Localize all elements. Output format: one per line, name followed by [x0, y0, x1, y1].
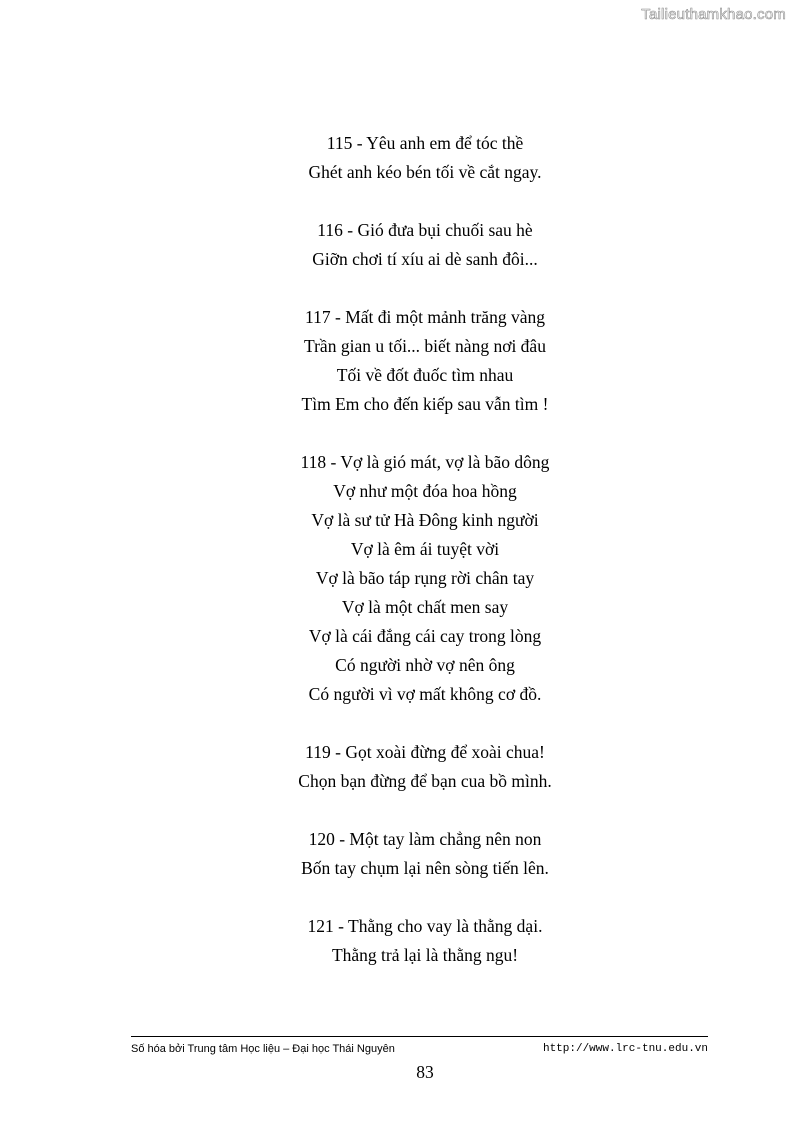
poem-line: Vợ là bão táp rụng rời chân tay	[315, 568, 535, 588]
poem-line: Có người vì vợ mất không cơ đồ.	[308, 684, 542, 704]
poem-line: 120 - Một tay làm chẳng nên non	[308, 829, 542, 849]
footer-url-link[interactable]: http://www.lrc-tnu.edu.vn	[542, 1043, 708, 1055]
poem-line: Tìm Em cho đến kiếp sau vẫn tìm !	[301, 394, 549, 414]
poem-line: 119 - Gọt xoài đừng để xoài chua!	[305, 742, 545, 762]
poem-line: 118 - Vợ là gió mát, vợ là bão dông	[300, 452, 550, 472]
poem-line: 116 - Gió đưa bụi chuối sau hè	[317, 220, 533, 240]
poem-line: Giỡn chơi tí xíu ai dè sanh đôi...	[312, 249, 538, 269]
poem-line: Có người nhờ vợ nên ông	[335, 655, 515, 675]
footer-divider	[131, 1036, 708, 1037]
page-number: 83	[416, 1062, 434, 1082]
poem-line: Chọn bạn đừng để bạn cua bồ mình.	[298, 771, 552, 791]
stanza-116	[0, 216, 794, 274]
poem-line: Vợ là một chất men say	[341, 597, 509, 617]
poem-line: Ghét anh kéo bén tối về cắt ngay.	[308, 162, 542, 182]
stanza-117	[0, 303, 794, 419]
poem-line: 121 - Thằng cho vay là thằng dại.	[307, 916, 543, 936]
stanza-120	[0, 825, 794, 883]
poem-line: Bốn tay chụm lại nên sòng tiến lên.	[301, 858, 549, 878]
stanza-121	[0, 912, 794, 970]
poem-line: Vợ là cái đắng cái cay trong lòng	[308, 626, 542, 646]
poem-line: Tối về đốt đuốc tìm nhau	[336, 365, 514, 385]
poem-line: Vợ như một đóa hoa hồng	[333, 481, 517, 501]
stanza-115	[0, 129, 794, 187]
poem-line: Trần gian u tối... biết nàng nơi đâu	[304, 336, 546, 356]
poem-line: 117 - Mất đi một mảnh trăng vàng	[305, 307, 545, 327]
poem-line: Vợ là êm ái tuyệt vời	[350, 539, 500, 559]
poem-line: Thằng trả lại là thằng ngu!	[331, 945, 519, 965]
footer-source-text: Số hóa bởi Trung tâm Học liệu – Đại học Thái Nguyên	[131, 1043, 395, 1055]
poem-line: 115 - Yêu anh em để tóc thề	[326, 133, 524, 153]
stanza-119	[0, 738, 794, 796]
poem-line: Vợ là sư tử Hà Đông kinh người	[311, 510, 539, 530]
poem-list	[0, 129, 794, 999]
stanza-118	[0, 448, 794, 709]
watermark: Tailieuthamkhao.com	[641, 6, 786, 23]
